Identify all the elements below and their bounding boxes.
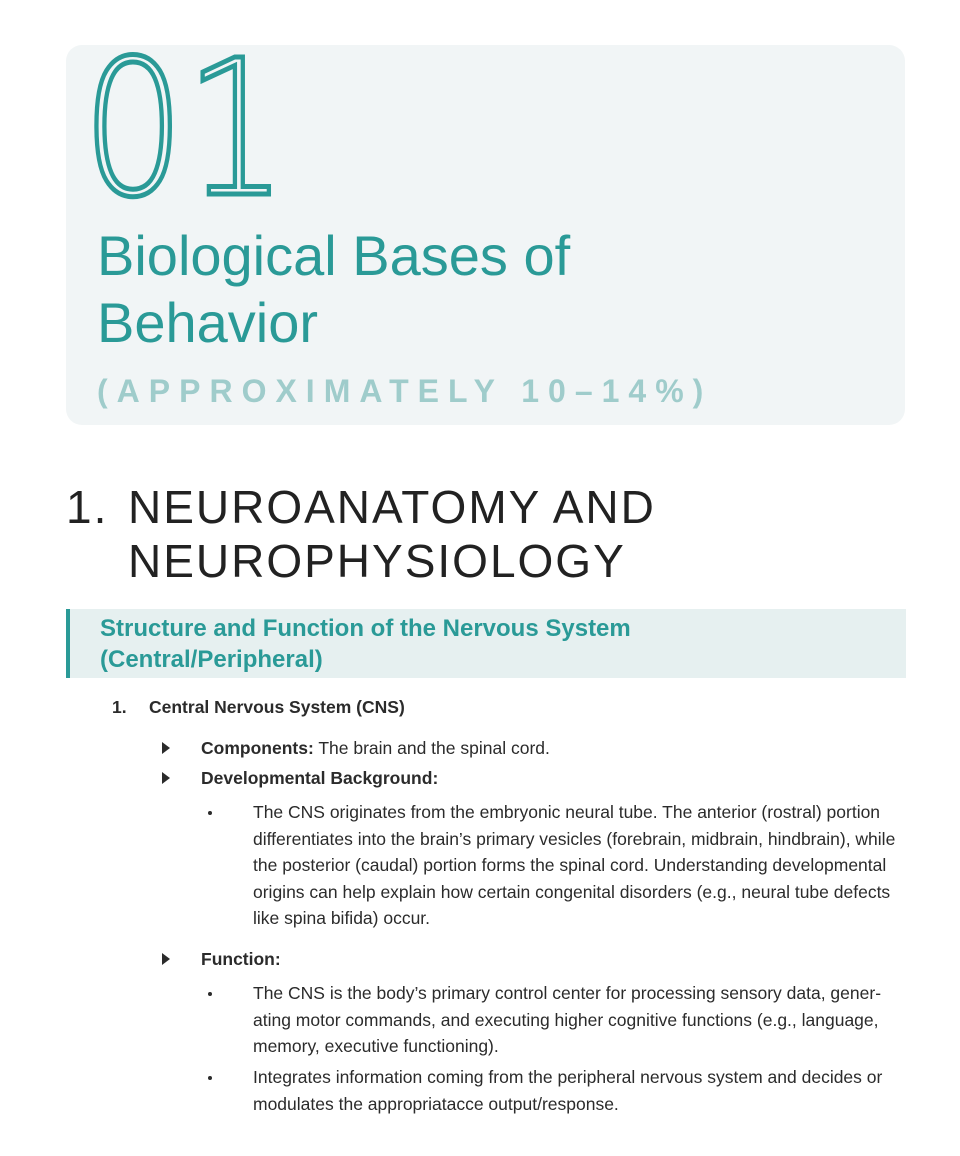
subsection-banner — [66, 609, 906, 678]
chapter-title: Biological Bases of Behavior — [97, 224, 571, 354]
function-item — [201, 949, 901, 970]
chapter-number: 01 — [82, 20, 288, 239]
developmental-background-label: Developmental Background: — [201, 768, 439, 788]
triangle-bullet-icon — [160, 952, 172, 966]
triangle-bullet-icon — [160, 741, 172, 755]
dot-bullet-icon — [208, 1076, 212, 1080]
outline-item-number: 1. — [112, 697, 127, 717]
dot-bullet-icon — [208, 811, 212, 815]
components-label: Components: — [201, 738, 314, 758]
function-paragraph-2: Integrates information coming from the peripheral nervous system and decides or modulates the appropriatacce output/response. — [253, 1067, 883, 1114]
dot-bullet-icon — [208, 992, 212, 996]
chapter-exam-weight: (APPROXIMATELY 10–14%) — [97, 373, 713, 409]
section-number: 1. — [66, 481, 109, 533]
section-title: NEUROANATOMY AND NEUROPHYSIOLOGY — [128, 481, 656, 587]
components-text: The brain and the spinal cord. — [313, 738, 550, 758]
developmental-background-item — [201, 768, 901, 789]
subsection-title: Structure and Function of the Nervous System (Central/Peripheral) — [100, 615, 631, 673]
outline-item-label: Central Nervous System (CNS) — [149, 697, 405, 717]
components-item — [201, 738, 901, 759]
function-label: Function: — [201, 949, 281, 969]
triangle-bullet-icon — [160, 771, 172, 785]
developmental-background-paragraph: The CNS originates from the embryonic neural tube. The anterior (rostral) portion differentiates into the brain’s primary vesicles (forebrain, midbrain, hindbrain), while the posterior (caudal) portion forms the spinal cord. Understanding developmental origins can help explain how certain congenital disorders (e.g., neural tube defects like spina bifida) occur. — [253, 802, 896, 929]
function-paragraph-1: The CNS is the body’s primary control center for processing sensory data, gener-ating motor commands, and executing higher cognitive functions (e.g., language, memory, executive functioning). — [253, 983, 882, 1057]
